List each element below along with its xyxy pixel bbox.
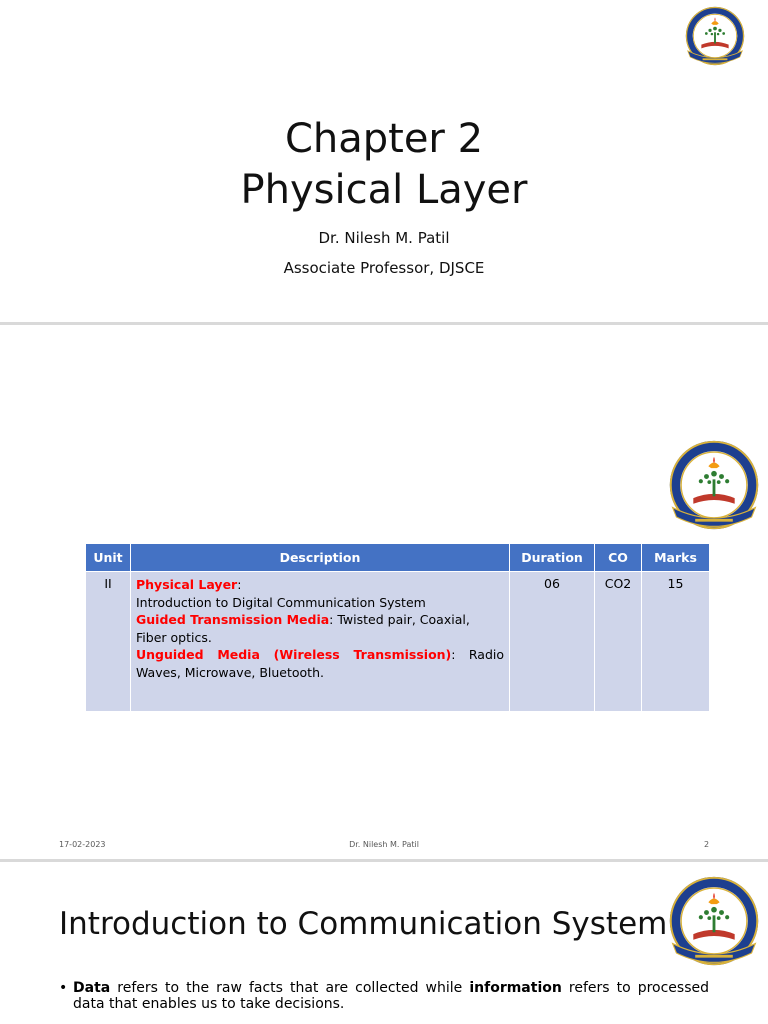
- college-logo: [680, 5, 750, 67]
- chapter-title: Chapter 2: [284, 116, 484, 162]
- term-data: Data: [73, 980, 111, 996]
- chapter-subtitle: Physical Layer: [240, 167, 528, 213]
- term-information: information: [469, 980, 562, 996]
- header-co: CO: [595, 544, 642, 572]
- footer-page-number: 2: [704, 840, 710, 849]
- cell-marks: 15: [642, 572, 710, 712]
- footer-author: Dr. Nilesh M. Patil: [349, 840, 419, 849]
- list-item: [59, 980, 709, 1012]
- intro-text: Introduction to Digital Communication System: [136, 594, 426, 610]
- table-header-row: [86, 544, 710, 572]
- bullet-list: [59, 980, 709, 1012]
- bullet-text-2: refers to processed data that enables us to take decisions.: [73, 980, 710, 1012]
- college-logo: [666, 874, 762, 968]
- cell-co: CO2: [595, 572, 642, 712]
- physical-layer-label: Physical Layer: [136, 577, 238, 592]
- header-duration: Duration: [510, 544, 595, 572]
- guided-media-text: : Twisted pair, Coaxial, Fiber optics.: [136, 612, 470, 645]
- header-description: Description: [131, 544, 510, 572]
- header-marks: Marks: [642, 544, 710, 572]
- author-name: Dr. Nilesh M. Patil: [318, 229, 450, 247]
- cell-duration: 06: [510, 572, 595, 712]
- slide-heading: Introduction to Communication System: [59, 906, 668, 942]
- cell-unit: II: [86, 572, 131, 712]
- table-row: [86, 572, 710, 712]
- bullet-icon: •: [59, 980, 68, 996]
- header-unit: Unit: [86, 544, 131, 572]
- guided-media-label: Guided Transmission Media: [136, 612, 330, 627]
- syllabus-table: [85, 543, 710, 712]
- unguided-media-text: : Radio Waves, Microwave, Bluetooth.: [136, 647, 505, 680]
- cell-description: [131, 572, 510, 712]
- footer-date: 17-02-2023: [59, 840, 106, 849]
- author-role: Associate Professor, DJSCE: [283, 259, 485, 277]
- physical-layer-suffix: :: [237, 577, 242, 592]
- title-slide: [0, 0, 768, 322]
- college-logo: [666, 438, 762, 532]
- bullet-text-1: refers to the raw facts that are collected while: [110, 980, 470, 996]
- unguided-media-label: Unguided Media (Wireless Transmission): [136, 647, 452, 662]
